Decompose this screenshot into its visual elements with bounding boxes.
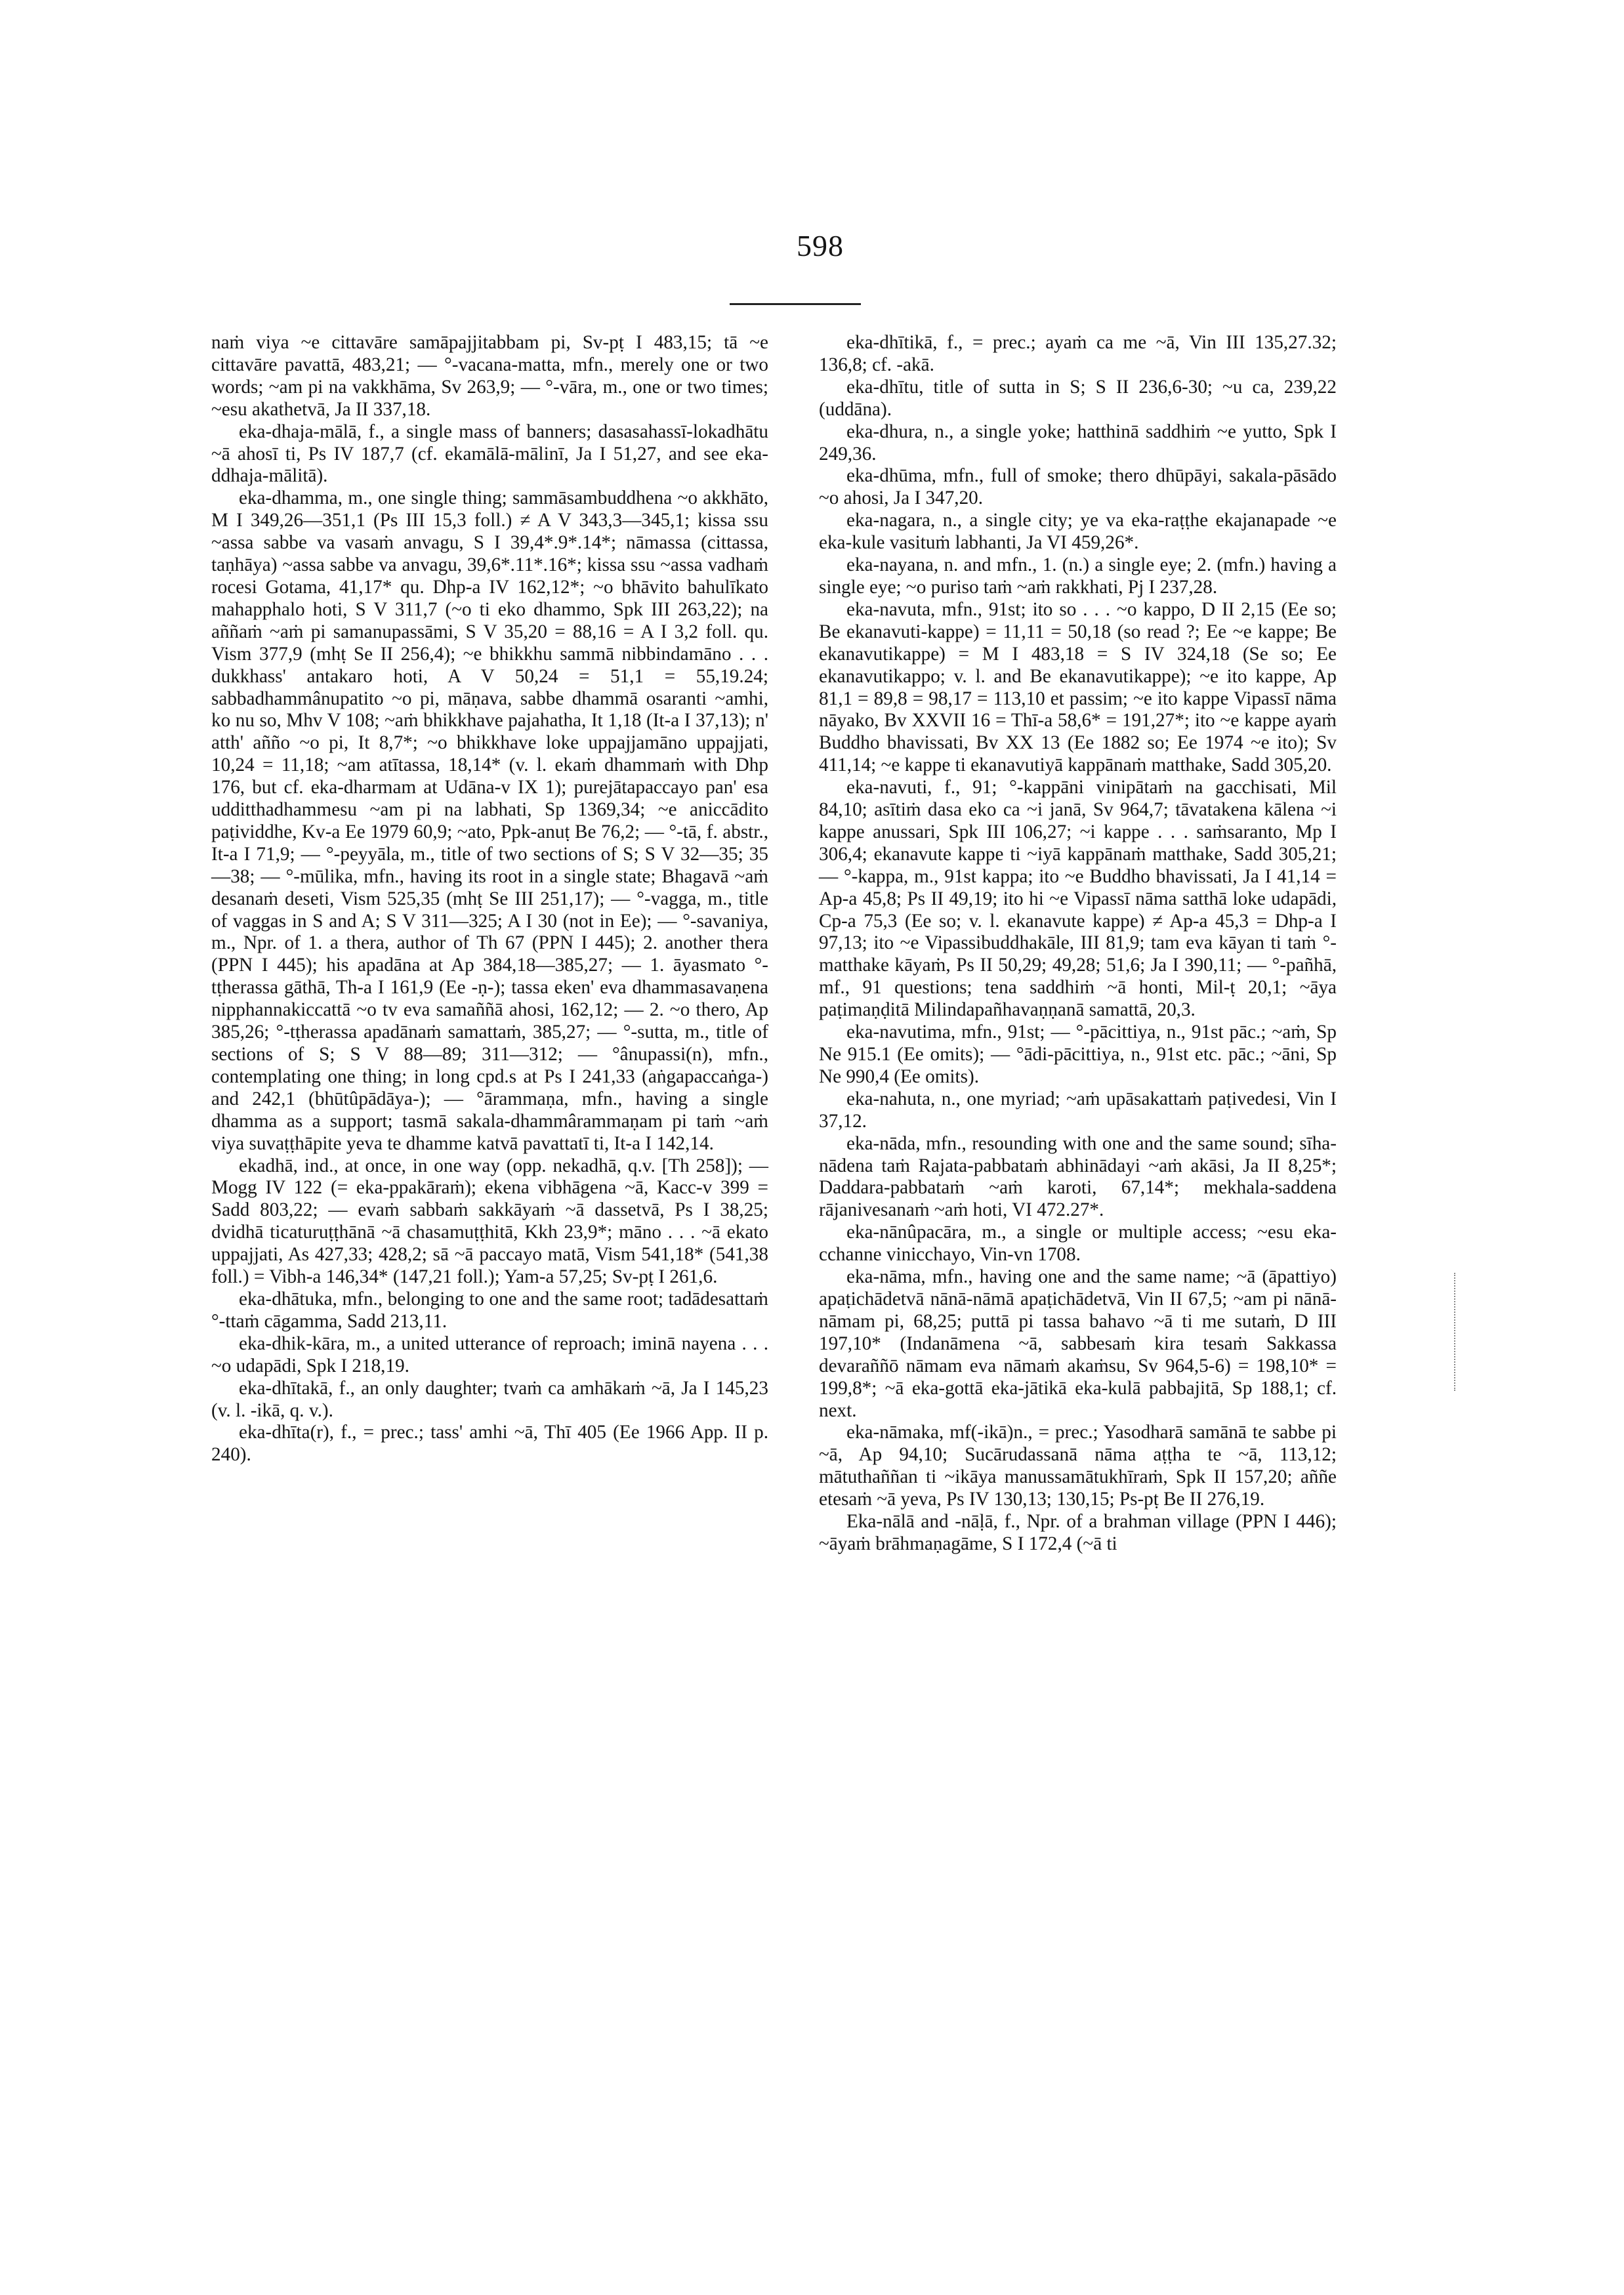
entry-eka-dhitar: eka-dhīta(r), f., = prec.; tass' amhi ~ā, Thī 405 (Ee 1966 App. II p. 240). — [211, 1422, 768, 1466]
right-column — [819, 332, 1337, 1556]
entry-eka-nagara: eka-nagara, n., a single city; ye va eka-raṭṭhe ekajanapade ~e eka-kule vasituṁ labhanti, Ja VI 459,26*. — [819, 510, 1337, 554]
entry-eka-nada: eka-nāda, mfn., resounding with one and the same sound; sīha-nādena taṁ Rajata-pabbataṁ abhinādayi ~aṁ akāsi, Ja II 8,25*; Daddara-pabbataṁ ~aṁ karoti, 67,14*; mekhala-saddena rājanivesanaṁ ~aṁ hoti, VI 472.27*. — [819, 1132, 1337, 1221]
entry-continuation: naṁ viya ~e cittavāre samāpajjitabbam pi, Sv-pṭ I 483,15; tā ~e cittavāre pavattā, 483,21; — °-vacana-matta, mfn., merely one or two words; ~am pi na vakkhāma, Sv 263,9; — °-vāra, m., one or two times; ~esu akathetvā, Ja II 337,18. — [211, 332, 768, 420]
entry-eka-navuti: eka-navuti, f., 91; °-kappāni vinipātaṁ na gacchisati, Mil 84,10; asītiṁ dasa eko ca ~i janā, Sv 964,7; tāvatakena kālena ~i kappe anussari, Spk III 106,27; ~i kappe . . . saṁsaranto, Mp I 306,4; ekanavute kappe ti ~iyā kappānaṁ matthake, Sadd 305,21; — °-kappa, m., 91st kappa; ito ~e Buddho bhavissati, Ja I 41,14 = Ap-a 45,8; Ps II 49,19; ito hi ~e Vipassī nāma satthā loke udapādi, Cp-a 75,3 (Ee so; v. l. ekanavute kappe) ≠ Ap-a 45,3 = Dhp-a I 97,13; ito ~e Vipassibuddhakāle, III 81,9; tam eva kāyan ti taṁ °-matthake kāyaṁ, Ps II 50,29; 49,28; 51,6; Ja I 390,11; — °-pañhā, mf., 91 questions; tena saddhiṁ ~ā honti, Mil-ṭ 20,1; ~āya paṭimaṇḍitā Milindapañhavaṇṇanā samattā, 20,3. — [819, 777, 1337, 1021]
entry-eka-dhitika: eka-dhītikā, f., = prec.; ayaṁ ca me ~ā, Vin III 135,27.32; 136,8; cf. -akā. — [819, 332, 1337, 375]
entry-eka-dhura: eka-dhura, n., a single yoke; hatthinā saddhiṁ ~e yutto, Spk I 249,36. — [819, 421, 1337, 465]
scan-margin-mark — [1454, 1273, 1455, 1391]
entry-eka-dhamma: eka-dhamma, m., one single thing; sammāsambuddhena ~o akkhāto, M I 349,26—351,1 (Ps III 15,3 foll.) ≠ A V 343,3—345,1; kissa ssu ~assa sabbe va vasaṁ anvagu, S I 39,4*.9*.14*; nāmassa (cittassa, taṇhāya) ~assa sabbe va anvagu, 39,6*.11*.16*; kissa ssu ~assa vadhaṁ rocesi Gotama, 41,17* qu. Dhp-a IV 162,12*; ~o bhāvito bahulīkato mahapphalo hoti, S V 311,7 (~o ti eko dhammo, Spk III 263,22); na aññaṁ ~aṁ pi samanupassāmi, S V 35,20 = 88,16 = A I 3,2 foll. qu. Vism 377,9 (mhṭ Se II 256,4); ~e bhikkhu sammā nibbindamāno . . . dukkhass' antakaro hoti, A V 50,24 = 51,1 = 55,19.24; sabbadhammânupatito ~o pi, māṇava, sabbe dhammā osaranti ~amhi, ko nu so, Mhv V 108; ~aṁ bhikkhave pajahatha, It 1,18 (It-a I 37,13); n' atth' añño ~o pi, It 8,7*; ~o bhikkhave loke uppajjamāno uppajjati, 10,24 = 11,18; ~am atītassa, 18,14* (v. l. ekaṁ dhammaṁ with Dhp 176, but cf. eka-dharmam at Udāna-v IX 1); purejātapaccayo pan' esa udditthadhammesu ~am pi na labhati, Sp 1369,34; ~e aniccādito paṭividdhe, Kv-a Ee 1979 60,9; ~ato, Ppk-anuṭ Be 76,2; — °-tā, f. abstr., It-a I 71,9; — °-peyyāla, m., title of two sections of S; S V 32—35; 35—38; — °-mūlika, mfn., having its root in a single state; Bhagavā ~aṁ desanaṁ deseti, Vism 525,35 (mhṭ Se III 251,17); — °-vagga, m., title of vaggas in S and A; S V 311—325; A I 30 (not in Ee); — °-savaniya, m., Npr. of 1. a thera, author of Th 67 (PPN I 445); 2. another thera (PPN I 445); his apadāna at Ap 384,18—385,27; — 1. āyasmato °-tṭherassa gāthā, Th-a I 161,9 (Ee -ṇ-); tassa eken' eva dhammasavaṇena nipphannakiccattā ~o tv eva samaññā ahosi, 162,12; — 2. ~o thero, Ap 385,26; °-tṭherassa apadānaṁ samattaṁ, 385,27; — °-sutta, m., title of sections of S; S V 88—89; 311—312; — °ânupassi(n), mfn., contemplating one thing; in long cpd.s at Ps I 241,33 (aṅgapaccaṅga-) and 242,1 (bhūtûpādāya-); — °ārammaṇa, mfn., having a single dhamma as a support; tasmā sakala-dhammârammaṇam pi taṁ ~aṁ viya suvaṭṭhāpite yeva te dhamme katvā pavattatī ti, It-a I 142,14. — [211, 487, 768, 1154]
entry-eka-dhitu: eka-dhītu, title of sutta in S; S II 236,6-30; ~u ca, 239,22 (uddāna). — [819, 376, 1337, 420]
entry-ekadha: ekadhā, ind., at once, in one way (opp. nekadhā, q.v. [Th 258]); — Mogg IV 122 (= eka-ppakāraṁ); ekena vibhāgena ~ā, Kacc-v 399 = Sadd 803,22; — evaṁ sabbaṁ sakkāyaṁ ~ā dassetvā, Ps I 38,25; dvidhā ticaturuṭṭhānā ~ā chasamuṭṭhitā, Kkh 23,9*; māno . . . ~ā ekato uppajjati, As 427,33; 428,2; sā ~ā paccayo matā, Vism 541,18* (541,38 foll.) = Vibh-a 146,34* (147,21 foll.); Yam-a 57,25; Sv-pṭ I 261,6. — [211, 1155, 768, 1288]
left-column — [211, 332, 768, 1466]
entry-eka-dhuma: eka-dhūma, mfn., full of smoke; thero dhūpāyi, sakala-pāsādo ~o ahosi, Ja I 347,20. — [819, 465, 1337, 509]
entry-eka-navuta: eka-navuta, mfn., 91st; ito so . . . ~o kappo, D II 2,15 (Ee so; Be ekanavuti-kappe) = 11,11 = 50,18 (so read ?; Ee ~e kappe; Be ekanavutikappe) = M I 483,18 = S IV 324,18 (Se so; Ee ekanavutikappo; v. l. and Be ekanavutikappe); ~e ito kappe, Ap 81,1 = 89,8 = 98,17 = 113,10 et passim; ~e ito kappe Vipassī nāma nāyako, Bv XXVII 16 = Thī-a 58,6* = 191,27*; ito ~e kappe ayaṁ Buddho bhavissati, Bv XX 13 (Ee 1882 so; Ee 1974 ~e ito); Sv 411,14; ~e kappe ti ekanavutiyā kappānaṁ matthake, Sadd 305,20. — [819, 598, 1337, 776]
entry-eka-nanupacara: eka-nānûpacāra, m., a single or multiple access; ~esu eka-cchanne vinicchayo, Vin-vn 1708. — [819, 1222, 1337, 1266]
entry-eka-dhatuka: eka-dhātuka, mfn., belonging to one and the same root; tadādesattaṁ °-ttaṁ cāgamma, Sadd 213,11. — [211, 1288, 768, 1332]
entry-eka-namaka: eka-nāmaka, mf(-ikā)n., = prec.; Yasodharā samānā te sabbe pi ~ā, Ap 94,10; Sucārudassanā nāma aṭṭha te ~ā, 113,12; mātuthaññan ti ~ikāya manussamātukhīraṁ, Spk II 157,20; aññe etesaṁ ~ā yeva, Ps IV 130,13; 130,15; Ps-pṭ Be II 276,19. — [819, 1422, 1337, 1510]
entry-eka-dhitaka: eka-dhītakā, f., an only daughter; tvaṁ ca amhākaṁ ~ā, Ja I 145,23 (v. l. -ikā, q. v.). — [211, 1377, 768, 1421]
entry-eka-navutima: eka-navutima, mfn., 91st; — °-pācittiya, n., 91st pāc.; ~aṁ, Sp Ne 915.1 (Ee omits); — °ādi-pācittiya, n., 91st etc. pāc.; ~āni, Sp Ne 990,4 (Ee omits). — [819, 1022, 1337, 1087]
entry-eka-nahuta: eka-nahuta, n., one myriad; ~aṁ upāsakattaṁ paṭivedesi, Vin I 37,12. — [819, 1088, 1337, 1132]
entry-eka-nama: eka-nāma, mfn., having one and the same name; ~ā (āpattiyo) apaṭichādetvā nānā-nāmā apaṭichādetvā, Vin II 67,5; ~am pi nānā-nāmam pi, 68,25; puttā pi tassa bahavo ~ā ti me sutaṁ, D III 197,10* (Indanāmena ~ā, sabbesaṁ kira tesaṁ Sakkassa devaraññō nāmam eva nāmaṁ akaṁsu, Sv 964,5-6) = 198,10* = 199,8*; ~ā eka-gottā eka-jātikā eka-kulā pabbajitā, Sp 188,1; cf. next. — [819, 1266, 1337, 1421]
entry-eka-dhaja-mala: eka-dhaja-mālā, f., a single mass of banners; dasasahassī-lokadhātu ~ā ahosī ti, Ps IV 187,7 (cf. ekamālā-mālinī, Ja I 51,27, and see eka-ddhaja-mālitā). — [211, 421, 768, 487]
entry-eka-nayana: eka-nayana, n. and mfn., 1. (n.) a single eye; 2. (mfn.) having a single eye; ~o puriso taṁ ~aṁ rakkhati, Pj I 237,28. — [819, 554, 1337, 598]
entry-eka-nala: Eka-nālā and -nāḷā, f., Npr. of a brahman village (PPN I 446); ~āyaṁ brāhmaṇagāme, S I 172,4 (~ā ti — [819, 1511, 1337, 1554]
entry-eka-dhik-kara: eka-dhik-kāra, m., a united utterance of reproach; iminā nayena . . . ~o udapādi, Spk I 218,19. — [211, 1333, 768, 1376]
page-number-rule — [730, 303, 861, 305]
page-number: 598 — [797, 229, 844, 262]
